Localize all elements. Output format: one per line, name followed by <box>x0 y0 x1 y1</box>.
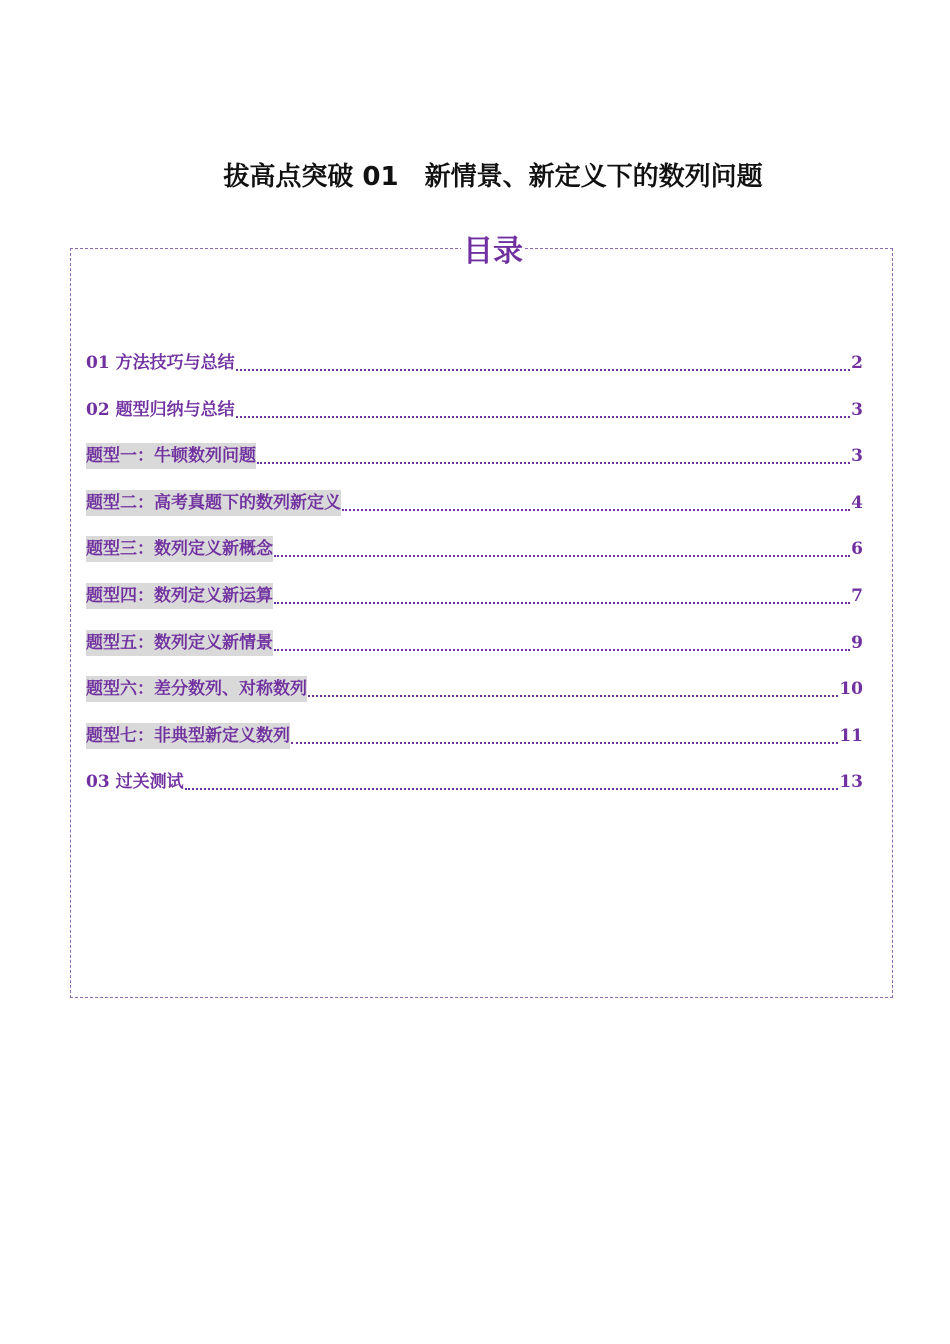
toc-dot-leader <box>308 676 838 697</box>
toc-dot-leader <box>257 443 850 464</box>
toc-entry-label[interactable]: 题型二：高考真题下的数列新定义 <box>86 490 341 516</box>
toc-entry-type-4[interactable] <box>86 583 863 630</box>
toc-entry-page[interactable]: 6 <box>851 539 863 560</box>
toc-entry-methods[interactable] <box>86 350 863 397</box>
toc-dot-leader <box>236 397 851 418</box>
toc-dot-leader <box>291 723 838 744</box>
toc-entry-label[interactable]: 03 过关测试 <box>86 772 184 793</box>
toc-heading-text: 目录 <box>463 234 523 269</box>
toc-entry-page[interactable]: 11 <box>839 725 863 746</box>
toc-dot-leader <box>274 536 850 557</box>
toc-entry-label[interactable]: 题型五：数列定义新情景 <box>86 630 273 656</box>
toc-entry-type-7[interactable] <box>86 723 863 770</box>
toc-entry-label[interactable]: 02 题型归纳与总结 <box>86 399 235 420</box>
toc-entry-type-6[interactable] <box>86 676 863 723</box>
toc-entry-type-3[interactable] <box>86 536 863 583</box>
toc-entry-page[interactable]: 3 <box>851 399 863 420</box>
toc-entry-label[interactable]: 题型六：差分数列、对称数列 <box>86 676 307 702</box>
toc-entry-label[interactable]: 题型一：牛顿数列问题 <box>86 443 256 469</box>
toc-dot-leader <box>185 769 839 790</box>
toc-heading <box>0 230 950 274</box>
toc-entry-page[interactable]: 3 <box>851 446 863 467</box>
toc-dot-leader <box>342 490 850 511</box>
document-title: 拔高点突破 01 新情景、新定义下的数列问题 <box>223 162 763 192</box>
toc-entry-page[interactable]: 13 <box>839 772 863 793</box>
toc-entry-test[interactable] <box>86 769 863 816</box>
toc-entry-label[interactable]: 题型四：数列定义新运算 <box>86 583 273 609</box>
toc-entry-page[interactable]: 4 <box>851 492 863 513</box>
toc-entry-label[interactable]: 01 方法技巧与总结 <box>86 353 235 373</box>
toc-entry-type-5[interactable] <box>86 630 863 677</box>
toc-entry-label[interactable]: 题型七：非典型新定义数列 <box>86 723 290 749</box>
toc-entry-page[interactable]: 9 <box>851 632 863 653</box>
toc-dot-leader <box>274 583 850 604</box>
toc-dot-leader <box>274 630 850 651</box>
toc-entry-page[interactable]: 7 <box>851 585 863 606</box>
toc-entry-label[interactable]: 题型三：数列定义新概念 <box>86 536 273 562</box>
toc-list <box>86 350 863 816</box>
toc-entry-type-2[interactable] <box>86 490 863 537</box>
toc-entry-page[interactable]: 2 <box>851 353 863 373</box>
toc-entry-summary[interactable] <box>86 397 863 444</box>
toc-entry-type-1[interactable] <box>86 443 863 490</box>
toc-entry-page[interactable]: 10 <box>839 679 863 700</box>
toc-dot-leader <box>236 350 851 371</box>
